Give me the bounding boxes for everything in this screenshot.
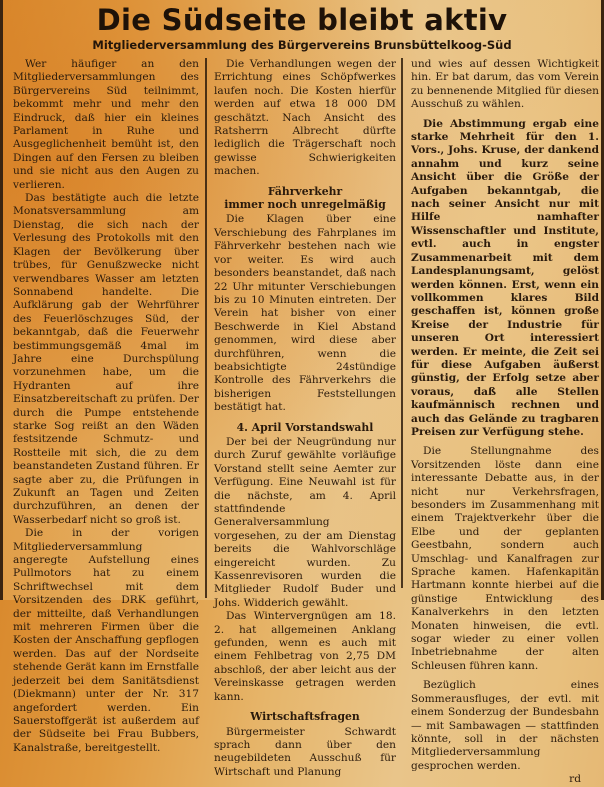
heading-line: immer noch unregelmäßig [224,198,386,212]
column-divider [401,58,403,588]
paragraph: Das bestätigte auch die letzte Monatsversammlung am Dienstag, die sich nach der Verlesung des Protokolls mit den Klagen der Bevölkerung über trübes, für Genußzwecke nicht verwendbares Wasser am letzten Sonnabend handelte. Die Aufklärung gab der Wehrführer des Feuerlöschzuges Süd, der bekanntgab, daß die Feuerwehr bestimmungsgemäß 4mal im Jahre eine Durchspülung vorzunehmen habe, um die Hydranten auf ihre Einsatzbereitschaft zu prüfen. Der durch die Pumpe entstehende starke Sog reißt an den Wäden festsitzende Schmutz- und Rostteile mit sich, die zu dem beanstandeten Zustand führen. Er sagte aber zu, die Prüfungen in Zukunft an Tagen und Zeiten durchzuführen, an denen der Wasserbedarf nicht so groß ist. [13,192,199,526]
bold-paragraph: Die Abstimmung ergab eine starke Mehrheit für den 1. Vors., Johs. Kruse, der dankend annahm und kurz seine Ansicht über die Größe der Aufgaben bekanntgab, die nach seiner Ansicht nur mit Hilfe namhafter Wissenschaftler und Institute, evtl. auch in engster Zusammenarbeit mit dem Landesplanungsamt, gelöst werden können. Erst, wenn ein vollkommen klares Bild geschaffen ist, können große Kreise der Industrie für unseren Ort interessiert werden. Er meinte, die Zeit sei für diese Aufgaben äußerst günstig, der Erfolg setze aber voraus, daß alle Stellen kaufmännisch rechnen und auch das Gelände zu tragbaren Preisen zur Verfügung stehe. [411,117,599,438]
subheadline: Mitgliederversammlung des Bürgervereins Brunsbüttelkoog-Süd [92,38,512,52]
headline: Die Südseite bleibt aktiv [96,3,508,37]
paragraph: Das Wintervergnügen am 18. 2. hat allgemeinen Anklang gefunden, wenn es auch mit einem Fehlbetrag von 2,75 DM abschloß, der aber leicht aus der Vereinskasse getragen werden kann. [214,610,396,703]
section-heading-wirtschaftsfragen: Wirtschaftsfragen [250,710,360,724]
section-heading-vorstandswahl: 4. April Vorstandswahl [236,420,374,434]
author-signature: rd [569,773,581,786]
section-heading-faehrverkehr [214,185,396,212]
column-divider [205,58,207,598]
paragraph: Die in der vorigen Mitgliederversammlung angeregte Aufstellung eines Pullmotors hat zu einem Schriftwechsel mit dem Vorsitzenden des DRK geführt, der mitteilte, daß Verhandlungen mit mehreren Firmen über die Kosten der Anschaffung gepflogen werden. Das auf der Nordseite stehende Gerät kann im Ernstfalle jederzeit bei dem Sanitätsdienst (Diekmann) unter der Nr. 317 angefordert werden. Ein Sauerstoffgerät ist außerdem auf der Südseite bei Frau Bubbers, Kanalstraße, bereitgestellt. [13,527,199,754]
paragraph: und wies auf dessen Wichtigkeit hin. Er bat darum, das vom Verein zu bennenende Mitglied für diesen Ausschuß zu wählen. [411,58,599,111]
column-2 [214,58,396,779]
paragraph: Der bei der Neugründung nur durch Zuruf gewählte vorläufige Vorstand stellt seine Aemter zur Verfügung. Eine Neuwahl ist für die nächste, am 4. April stattfindende Generalversammlung vorgesehen, zu der am Dienstag bereits die Wahlvorschläge eingereicht wurden. Zu Kassenrevisoren wurden die Mitglieder Rudolf Buder und Johs. Widderich gewählt. [214,435,396,609]
paragraph: Die Verhandlungen wegen der Errichtung eines Schöpfwerkes laufen noch. Die Kosten hierfür werden auf etwa 18 000 DM geschätzt. Nach Ansicht des Ratsherrn Albrecht dürfte lediglich die Trägerschaft noch gewisse Schwierigkeiten machen. [214,58,396,178]
paragraph: Die Klagen über eine Verschiebung des Fahrplanes im Fährverkehr bestehen nach wie vor weiter. Es wird auch besonders beanstandet, daß nach 22 Uhr mitunter Verschiebungen bis zu 10 Minuten eintreten. Der Verein hat bisher von einer Beschwerde in Kiel Abstand genommen, wird diese aber durchführen, wenn die beabsichtigte 24stündige Kontrolle des Fährverkehrs die bisherigen Feststellungen bestätigt hat. [214,213,396,414]
heading-line: Fährverkehr [267,184,343,198]
column-3 [411,58,599,787]
paragraph: Wer häufiger an den Mitgliederversammlungen des Bürgervereins Süd teilnimmt, bekommt mehr und mehr den Eindruck, daß hier ein kleines Parlament in Ruhe und Ausgeglichenheit bemüht ist, den Dingen auf den Fersen zu bleiben und sie nicht aus den Augen zu verlieren. [13,58,199,191]
paragraph: Bürgermeister Schwardt sprach dann über den neugebildeten Ausschuß für Wirtschaft und Planung [214,725,396,778]
paragraph: Die Stellungnahme des Vorsitzenden löste dann eine interessante Debatte aus, in der nicht nur Verkehrsfragen, besonders im Zusammenhang mit einem Trajektverkehr über die Elbe und der geplanten Geestbahn, sondern auch Umschlag- und Kanalfragen zur Sprache kamen. Hafenkapitän Hartmann konnte hierbei auf die günstige Entwicklung des Kanalverkehrs in den letzten Monaten hinweisen, die evtl. sogar wieder zu einer vollen Inbetriebnahme der alten Schleusen führen kann. [411,445,599,672]
column-1 [13,58,199,755]
paragraph: Bezüglich eines Sommerausfluges, der evtl. mit einem Sonderzug der Bundesbahn — mit Sambawagen — stattfinden könnte, soll in der nächsten Mitgliederversammlung gesprochen werden. [411,679,599,772]
